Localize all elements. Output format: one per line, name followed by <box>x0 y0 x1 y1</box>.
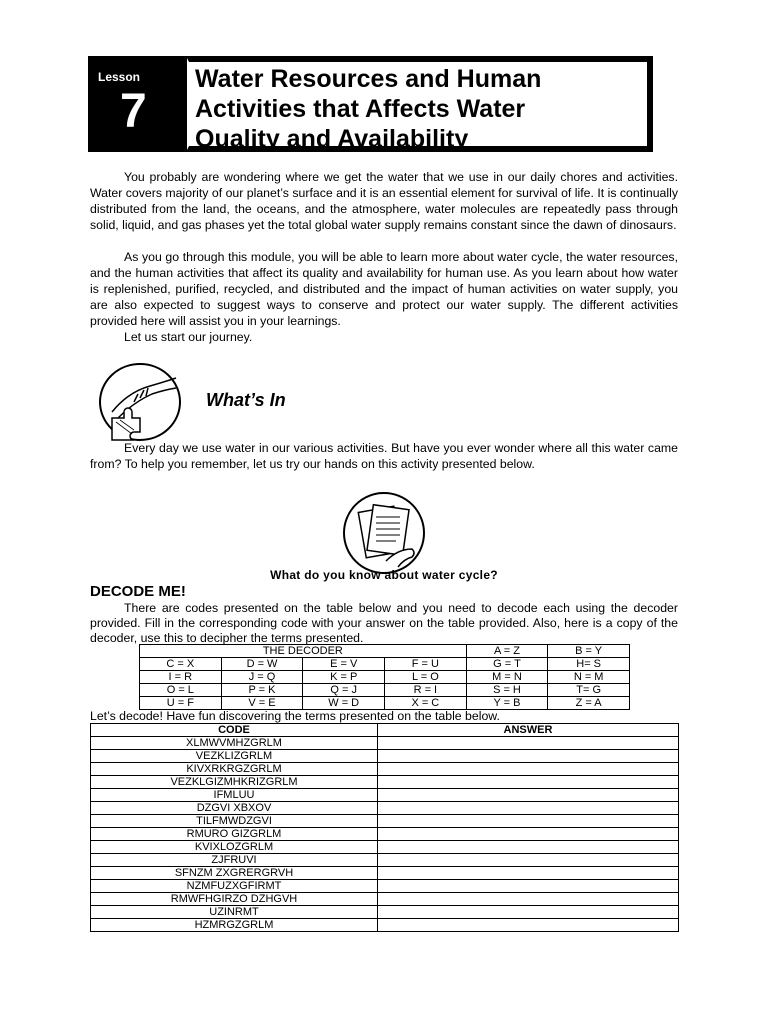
code-cell: KVIXLOZGRLM <box>91 841 378 854</box>
decoder-cell: P = K <box>221 684 303 697</box>
code-cell: SFNZM ZXGRERGRVH <box>91 867 378 880</box>
decoder-cell: L = O <box>385 671 467 684</box>
table-row <box>91 789 679 802</box>
code-cell: TILFMWDZGVI <box>91 815 378 828</box>
code-cell: VEZKLGIZMHKRIZGRLM <box>91 776 378 789</box>
lesson-title <box>187 58 651 153</box>
decoder-row <box>140 684 630 697</box>
decoder-cell: T= G <box>548 684 630 697</box>
code-cell: KIVXRKRGZGRLM <box>91 763 378 776</box>
table-row <box>91 893 679 906</box>
decoder-row <box>140 658 630 671</box>
title-line-3: Quality and Availability <box>195 125 469 153</box>
lesson-badge <box>90 58 187 150</box>
lesson-label: Lesson <box>98 70 141 84</box>
answer-cell[interactable] <box>378 802 679 815</box>
answer-cell[interactable] <box>378 854 679 867</box>
decoder-cell: O = L <box>140 684 222 697</box>
answer-cell[interactable] <box>378 776 679 789</box>
table-row <box>91 906 679 919</box>
decoder-cell: R = I <box>385 684 467 697</box>
decoder-cell: N = M <box>548 671 630 684</box>
papers-hand-icon <box>342 491 426 575</box>
table-row <box>91 750 679 763</box>
decoder-cell: H= S <box>548 658 630 671</box>
hand-puzzle-icon <box>98 362 182 442</box>
code-header: CODE <box>91 724 378 737</box>
intro-paragraph-1: You probably are wondering where we get the water that we use in our daily chores and activities. Water covers majority of our planet’s surface and it is an essential element for survival of life. It is continually distributed from the land, the oceans, and the atmosphere, water molecules are repeatedly pass through solid, liquid, and gas phases yet the total global water supply remains constant since the dawn of dinosaurs. <box>90 170 678 232</box>
code-table-header <box>91 724 679 737</box>
decoder-cell: A = Z <box>466 645 548 658</box>
answer-cell[interactable] <box>378 828 679 841</box>
intro-paragraph-2: As you go through this module, you will be able to learn more about water cycle, the water resources, and the human activities that affect its quality and availability for human use. As you learn about how water is replenished, purified, recycled, and distributed and the impact of human activities on water supply, you are also expected to suggest ways to conserve and protect our water supply. The different activities provided here will assist you in your learnings. <box>90 250 678 328</box>
code-answer-table <box>90 723 679 932</box>
decoder-cell: I = R <box>140 671 222 684</box>
table-row <box>91 841 679 854</box>
table-row <box>91 763 679 776</box>
title-line-1: Water Resources and Human <box>195 65 542 93</box>
answer-cell[interactable] <box>378 815 679 828</box>
answer-header: ANSWER <box>378 724 679 737</box>
decoder-cell: U = F <box>140 697 222 710</box>
table-row <box>91 802 679 815</box>
title-line-2: Activities that Affects Water <box>195 95 526 123</box>
decoder-cell: W = D <box>303 697 385 710</box>
whats-in-heading: What’s In <box>206 390 286 410</box>
decoder-cell: V = E <box>221 697 303 710</box>
decoder-row <box>140 697 630 710</box>
answer-cell[interactable] <box>378 919 679 932</box>
lesson-number: 7 <box>120 85 147 138</box>
code-cell: NZMFUZXGFIRMT <box>91 880 378 893</box>
decoder-cell: D = W <box>221 658 303 671</box>
answer-cell[interactable] <box>378 841 679 854</box>
decode-instructions: There are codes presented on the table below and you need to decode each using the decoder provided. Fill in the corresponding code with your answer on the table provided. Also, here is a copy of the decoder, use this to decipher the terms presented. <box>90 601 678 645</box>
decoder-cell: M = N <box>466 671 548 684</box>
code-cell: ZJFRUVI <box>91 854 378 867</box>
decoder-cell: G = T <box>466 658 548 671</box>
answer-cell[interactable] <box>378 763 679 776</box>
code-cell: VEZKLIZGRLM <box>91 750 378 763</box>
decode-me-title: DECODE ME! <box>90 583 186 600</box>
answer-cell[interactable] <box>378 867 679 880</box>
code-cell: RMWFHGIRZO DZHGVH <box>91 893 378 906</box>
decoder-cell: Y = B <box>466 697 548 710</box>
decoder-cell: F = U <box>385 658 467 671</box>
code-cell: RMURO GIZGRLM <box>91 828 378 841</box>
table-row <box>91 919 679 932</box>
decoder-cell: X = C <box>385 697 467 710</box>
table-row <box>91 815 679 828</box>
decoder-cell: B = Y <box>548 645 630 658</box>
table-row <box>91 776 679 789</box>
table-row <box>91 828 679 841</box>
decoder-cell: E = V <box>303 658 385 671</box>
lesson-header <box>88 56 653 152</box>
answer-cell[interactable] <box>378 789 679 802</box>
table-row <box>91 854 679 867</box>
decoder-header-row <box>140 645 630 658</box>
decoder-cell: K = P <box>303 671 385 684</box>
decoder-title: THE DECODER <box>140 645 467 658</box>
decoder-cell: Z = A <box>548 697 630 710</box>
decoder-cell: C = X <box>140 658 222 671</box>
intro-paragraph-3: Let us start our journey. <box>124 330 253 344</box>
table-row <box>91 880 679 893</box>
table-row <box>91 867 679 880</box>
code-cell: XLMWVMHZGRLM <box>91 737 378 750</box>
answer-cell[interactable] <box>378 893 679 906</box>
answer-cell[interactable] <box>378 880 679 893</box>
whats-in-text: Every day we use water in our various activities. But have you ever wonder where all this water came from? To help you remember, let us try our hands on this activity presented below. <box>90 441 678 471</box>
lets-decode-text: Let’s decode! Have fun discovering the terms presented on the table below. <box>90 709 500 723</box>
code-cell: DZGVI XBXOV <box>91 802 378 815</box>
code-cell: HZMRGZGRLM <box>91 919 378 932</box>
code-cell: IFMLUU <box>91 789 378 802</box>
decoder-cell: J = Q <box>221 671 303 684</box>
decoder-row <box>140 671 630 684</box>
decoder-cell: Q = J <box>303 684 385 697</box>
decoder-table <box>139 644 630 710</box>
answer-cell[interactable] <box>378 906 679 919</box>
code-cell: UZINRMT <box>91 906 378 919</box>
water-cycle-question: What do you know about water cycle? <box>270 568 498 582</box>
decoder-cell: S = H <box>466 684 548 697</box>
answer-cell[interactable] <box>378 750 679 763</box>
answer-cell[interactable] <box>378 737 679 750</box>
table-row <box>91 737 679 750</box>
